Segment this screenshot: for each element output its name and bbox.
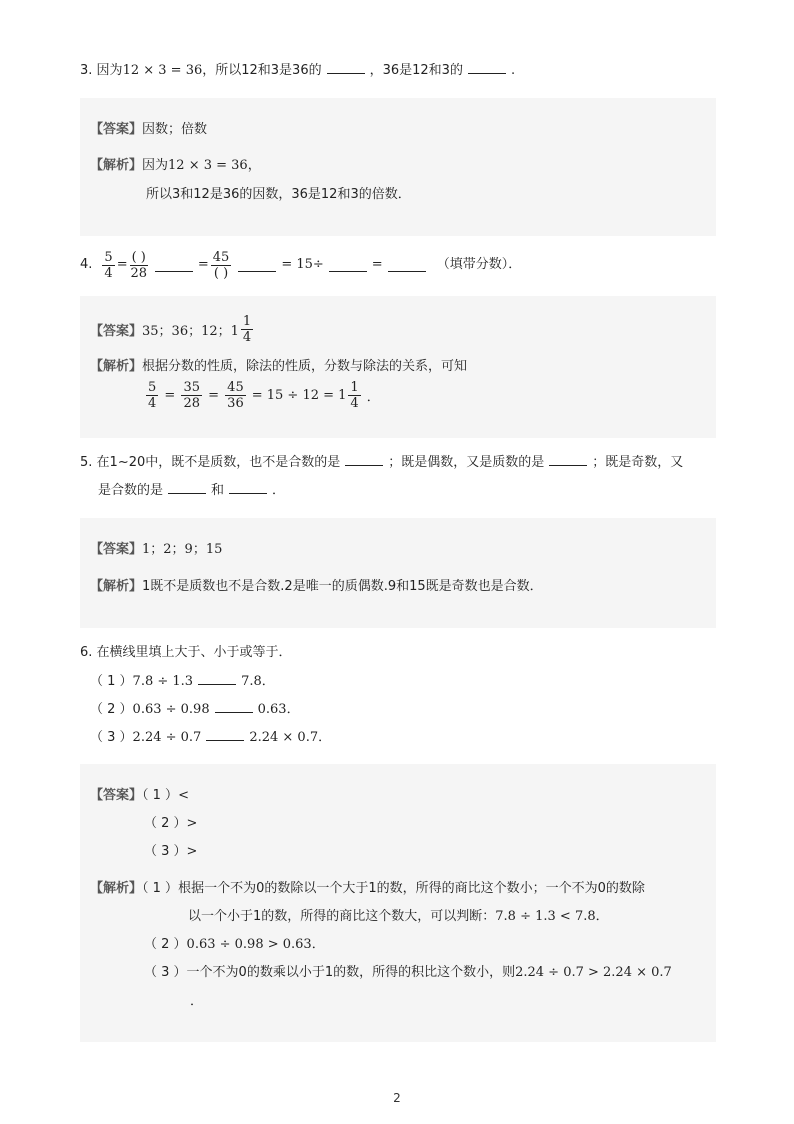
answer-tag: 【答案】 (90, 788, 143, 803)
analysis-text: 所以3和12是36的因数，36是12和3的倍数． (146, 187, 411, 202)
answer-blank (468, 61, 506, 74)
answer-text: > (186, 844, 198, 859)
fraction: $\frac{1}{4}$ (350, 379, 359, 411)
analysis-text: 一个不为0的数乘以小于1的数，所得的积比这个数小，则 (186, 965, 516, 980)
fraction: $\frac{45}{( )}$ (212, 249, 230, 281)
equation: 0.63 ÷ 0.98 > 0.63 (186, 937, 312, 952)
answer-tag: 【答案】 (90, 542, 143, 557)
answer-blank (168, 481, 206, 494)
question-text: （填带分数）． (436, 257, 522, 272)
analysis-equation: $\frac{5}{4}$ = $\frac{35}{28}$ = $\frac{45}{36}$ = 15 ÷ 12 = 1 $\frac{1}{4}$ ． (148, 379, 380, 411)
question-text: ，所以12和3是36的 (202, 63, 322, 78)
fraction: $\frac{1}{4}$ (242, 313, 252, 345)
equation: 12 × 3 = 36 (122, 63, 203, 78)
answer-box-3 (80, 98, 716, 236)
answer-label: （ 3 ） (144, 844, 187, 859)
answer-text: 1；2；9；15 (142, 542, 223, 557)
answer-blank (329, 259, 367, 272)
answer-label: （ 2 ） (144, 816, 187, 831)
answer-blank (238, 259, 276, 272)
analysis-text: ， (247, 158, 261, 173)
answer-label: （ 1 ） (142, 788, 179, 803)
question-text: ；既是奇数，又 (592, 455, 684, 470)
answer-box-6: 【答案】（ 1 ）< （ 2 ）> （ 3 ）> 【解析】（ 1 ）根据一个不为0的数除以一个大于1的数，所得的商比这个数小；一个不为0的数除 以一个小于1的数，所得的商比这个数大，可以判断：7.8 ÷ 1.3 < 7.8． （ 2 ）0.63 ÷ 0.98 > 0.63． （ 3 ）一个不为0的数乘以小于1的数，所得的积比这个数小，则2.24 ÷ 0.7 > 2.24 × 0.7 ． (80, 764, 716, 1042)
question-text: 和 (211, 483, 225, 498)
answer-blank (155, 259, 193, 272)
question-text: ． (272, 483, 286, 498)
question-text: ，36是12和3的 (369, 63, 463, 78)
equals-sign: = (197, 257, 209, 272)
question-5-line2 (98, 481, 285, 501)
question-6 (80, 643, 292, 663)
answer-blank (198, 672, 236, 685)
fraction: $\frac{5}{4}$ (148, 379, 157, 411)
q6-item-3: （ 3 ）2.24 ÷ 0.7 2.24 × 0.7． (90, 730, 332, 745)
fraction: $\frac{( )}{28}$ (130, 249, 147, 281)
analysis-text: 根据一个不为0的数除以一个大于1的数，所得的商比这个数小；一个不为0的数除 (178, 881, 645, 896)
analysis-tag: 【解析】 (90, 579, 143, 594)
analysis-tag: 【解析】 (90, 881, 143, 896)
equation: = 15÷ (281, 257, 324, 272)
question-text: 是合数的是 (98, 483, 164, 498)
analysis-tag: 【解析】 (90, 359, 143, 374)
question-text: ；既是偶数，又是质数的是 (388, 455, 545, 470)
answer-blank (215, 700, 253, 713)
equals-sign: = (116, 257, 128, 272)
answer-blank (549, 453, 587, 466)
answer-text: < (178, 788, 189, 803)
question-3 (80, 61, 515, 81)
answer-text: > (186, 816, 198, 831)
answer-blank (345, 453, 383, 466)
analysis-text: 1既不是质数也不是合数.2是唯一的质偶数.9和15既是奇数也是合数． (142, 579, 543, 594)
page-number: 2 (393, 1091, 401, 1105)
question-number: 6. (80, 645, 93, 660)
answer-tag: 【答案】 (90, 323, 143, 339)
answer-box-4 (80, 296, 716, 438)
answer-text: 35；36；12；1 (142, 323, 239, 339)
answer-blank (388, 259, 426, 272)
analysis-text: ． (190, 994, 204, 1009)
question-text: 在横线里填上大于、小于或等于． (96, 645, 292, 660)
analysis-tag: 【解析】 (90, 158, 143, 173)
fraction: $\frac{5}{4}$ (104, 249, 113, 281)
answer-box-5 (80, 518, 716, 628)
equals-sign: = (371, 257, 383, 272)
q6-item-1: （ 1 ）7.8 ÷ 1.3 7.8． (90, 674, 275, 689)
answer-tag: 【答案】 (90, 122, 143, 137)
answer-blank (327, 61, 365, 74)
question-number: 5. (80, 455, 93, 470)
analysis-text: 根据分数的性质，除法的性质，分数与除法的关系，可知 (142, 359, 468, 374)
question-number: 4. (80, 257, 93, 272)
analysis-text: 因为 (142, 158, 169, 173)
question-text: 在1~20中，既不是质数，也不是合数的是 (96, 455, 341, 470)
analysis-text: 以一个小于1的数，所得的商比这个数大，可以判断： (188, 909, 496, 924)
fraction: $\frac{35}{28}$ (183, 379, 200, 411)
equation: 2.24 ÷ 0.7 > 2.24 × 0.7 (515, 965, 672, 980)
equation: 7.8 ÷ 1.3 < 7.8 (495, 909, 596, 924)
question-number: 3. (80, 63, 93, 78)
equation: 12 × 3 = 36 (168, 158, 248, 173)
answer-blank (229, 481, 267, 494)
question-text: . (510, 63, 516, 78)
question-5 (80, 453, 683, 473)
q6-item-2: （ 2 ）0.63 ÷ 0.98 0.63． (90, 702, 300, 717)
answer-text: 因数；倍数 (142, 122, 208, 137)
question-4 (80, 245, 521, 285)
answer-blank (206, 728, 244, 741)
question-text: 因为 (96, 63, 123, 78)
fraction: $\frac{45}{36}$ (227, 379, 244, 411)
